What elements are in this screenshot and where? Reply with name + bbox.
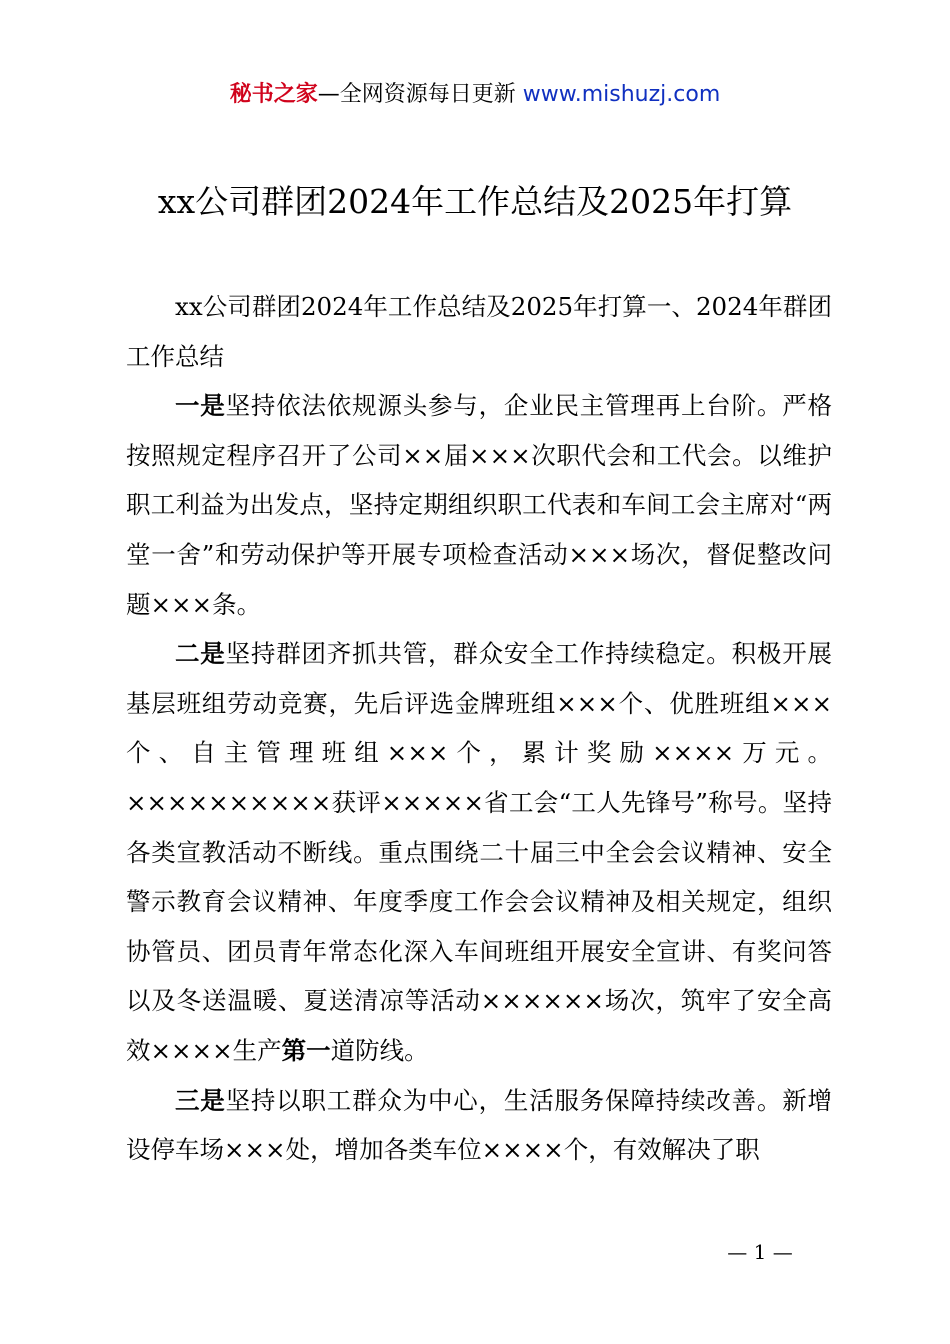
document-body (126, 282, 832, 1175)
banner-url[interactable]: www.mishuzj.com (522, 82, 721, 107)
intro-paragraph: xx公司群团2024年工作总结及2025年打算一、2024年群团工作总结 (126, 292, 832, 371)
paragraph-2-bold: 第一 (281, 1035, 331, 1065)
banner-tagline: —全网资源每日更新 (317, 82, 516, 107)
paragraph-3-text: 坚持以职工群众为中心，生活服务保障持续改善。新增设停车场×××处，增加各类车位××××个，有效解决了职 (126, 1085, 833, 1165)
paragraph-3 (126, 1076, 832, 1175)
document-title: xx公司群团2024年工作总结及2025年打算 (157, 182, 793, 221)
page-number: — 1 — (727, 1240, 793, 1264)
paragraph-2 (126, 629, 832, 1075)
paragraph-2-lead: 二是 (175, 639, 226, 669)
paragraph-1-text: 坚持依法依规源头参与，企业民主管理再上台阶。严格按照规定程序召开了公司××届×××次职代会和工代会。以维护职工利益为出发点，坚持定期组织职工代表和车间工会主席对“两堂一舍”和劳动保护等开展专项检查活动×××场次，督促整改问题×××条。 (126, 391, 833, 619)
paragraph-1 (126, 381, 832, 629)
paragraph-2-text-b: 道防线。 (330, 1035, 429, 1065)
paragraph-2-text-a: 坚持群团齐抓共管，群众安全工作持续稳定。积极开展基层班组劳动竞赛，先后评选金牌班组×××个、优胜班组×××个、自主管理班组×××个，累计奖励××××万元。××××××××××获评×××××省工会“工人先锋号”称号。坚持各类宣教活动不断线。重点围绕二十届三中全会会议精神、安全警示教育会议精神、年度季度工作会会议精神及相关规定，组织协管员、团员青年常态化深入车间班组开展安全宣讲、有奖问答以及冬送温暖、夏送清凉等活动××××××场次，筑牢了安全高效××××生产 (126, 639, 833, 1065)
site-banner (0, 80, 950, 110)
paragraph-3-lead: 三是 (175, 1085, 226, 1115)
banner-brand: 秘书之家 (229, 82, 318, 107)
paragraph-1-lead: 一是 (175, 391, 226, 421)
